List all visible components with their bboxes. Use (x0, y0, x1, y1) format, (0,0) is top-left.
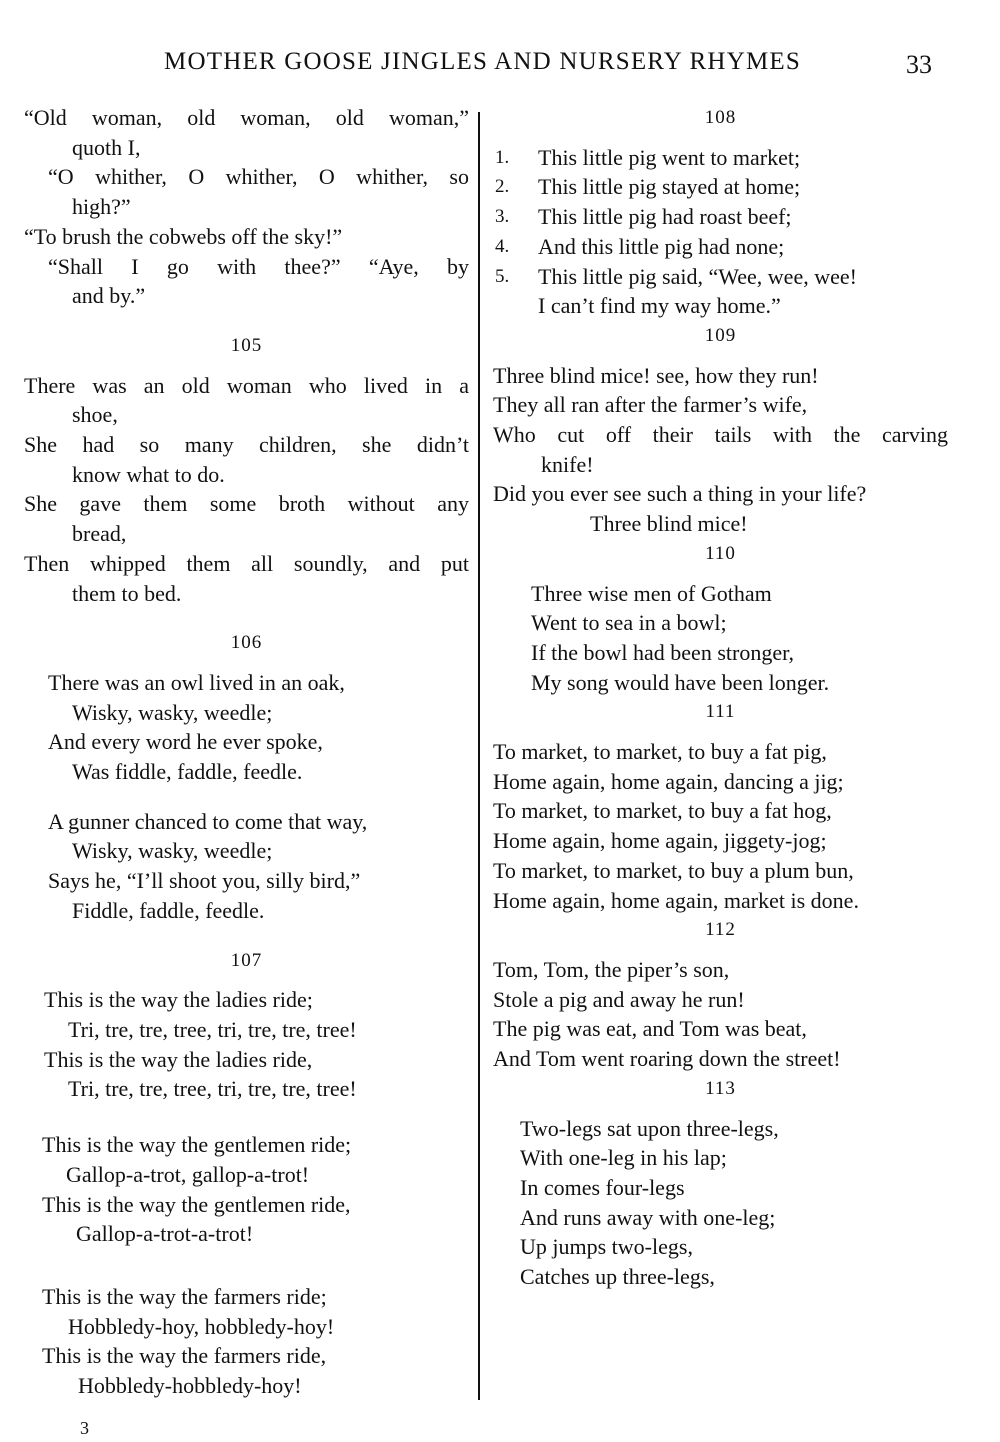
left-column (24, 103, 469, 1401)
verse-line: Wisky, wasky, weedle; (72, 838, 273, 864)
verse-line: shoe, (72, 402, 118, 428)
rhyme-number: 113 (705, 1077, 736, 1099)
verse-line: There was an old woman who lived in a (24, 372, 469, 398)
rhyme-110 (493, 539, 948, 698)
verse-line: She had so many children, she didn’t (24, 432, 469, 458)
verse-line: Tri, tre, tre, tree, tri, tre, tre, tree! (68, 1016, 357, 1042)
verse-line: know what to do. (72, 461, 225, 487)
verse-line: Tri, tre, tre, tree, tri, tre, tre, tree! (68, 1076, 357, 1102)
numbered-line (493, 232, 948, 262)
column-divider (478, 112, 480, 1400)
line-text: This little pig stayed at home; (538, 174, 801, 200)
line-text: This little pig said, “Wee, wee, wee! (538, 263, 857, 289)
verse-line: Then whipped them all soundly, and put (24, 550, 469, 576)
verse-line: Hobbledy-hoy, hobbledy-hoy! (68, 1313, 335, 1339)
rhyme-112 (493, 915, 948, 1074)
rhyme-109 (493, 321, 948, 539)
verse-line: In comes four-legs (520, 1174, 685, 1200)
verse-line: Fiddle, faddle, feedle. (72, 897, 265, 923)
rhyme-number: 112 (705, 919, 736, 941)
verse-line: Stole a pig and away he run! (493, 986, 745, 1012)
verse-line: This is the way the farmers ride, (42, 1343, 327, 1369)
verse-line: This is the way the ladies ride, (44, 1046, 313, 1072)
verse-line: Gallop-a-trot, gallop-a-trot! (66, 1161, 310, 1187)
numbered-line (493, 202, 948, 232)
signature-mark: 3 (80, 1418, 89, 1438)
verse-line: Says he, “I’ll shoot you, silly bird,” (48, 868, 361, 894)
verse-line: The pig was eat, and Tom was beat, (493, 1016, 807, 1042)
verse-line: Three blind mice! see, how they run! (493, 362, 819, 388)
verse-line: Catches up three-legs, (520, 1264, 715, 1290)
verse-line: Who cut off their tails with the carving (493, 422, 948, 448)
rhyme-104-continuation (24, 103, 469, 311)
line-number: 1. (495, 146, 510, 168)
line-number: 2. (495, 176, 510, 198)
line-number: 5. (495, 265, 510, 287)
verse-line: Home again, home again, dancing a jig; (493, 768, 844, 794)
stanza-break (24, 1104, 469, 1130)
line-number: 4. (495, 235, 510, 257)
verse-line: them to bed. (72, 580, 182, 606)
line-text: And this little pig had none; (538, 233, 785, 259)
numbered-line (493, 143, 948, 173)
verse-line: And every word he ever spoke, (48, 729, 323, 755)
rhyme-108 (493, 103, 948, 321)
rhyme-number: 105 (230, 334, 263, 356)
verse-line: Three wise men of Gotham (531, 580, 772, 606)
rhyme-number: 108 (704, 107, 737, 128)
verse-line: They all ran after the farmer’s wife, (493, 392, 808, 418)
verse-line: and by.” (72, 283, 146, 309)
numbered-line (493, 291, 948, 321)
rhyme-number: 107 (230, 949, 263, 971)
verse-line: This is the way the gentlemen ride; (42, 1132, 352, 1158)
stanza-break (24, 1249, 469, 1282)
verse-line: Did you ever see such a thing in your life? (493, 481, 867, 507)
verse-line: To market, to market, to buy a plum bun, (493, 857, 854, 883)
line-text: This little pig went to market; (538, 144, 801, 170)
verse-line: “To brush the cobwebs off the sky!” (24, 223, 343, 249)
verse-line: This is the way the farmers ride; (42, 1283, 327, 1309)
right-column (493, 103, 948, 1292)
numbered-line (493, 262, 948, 292)
verse-line: Home again, home again, jiggety-jog; (493, 828, 827, 854)
verse-line: Was fiddle, faddle, feedle. (72, 759, 303, 785)
verse-line: There was an owl lived in an oak, (48, 669, 345, 695)
verse-line: Went to sea in a bowl; (531, 610, 727, 636)
stanza-break (24, 787, 469, 807)
rhyme-113 (493, 1074, 948, 1292)
verse-line: “O whither, O whither, O whither, so (48, 164, 469, 190)
verse-line: Home again, home again, market is done. (493, 887, 859, 913)
verse-line: A gunner chanced to come that way, (48, 808, 368, 834)
rhyme-number: 109 (704, 324, 737, 346)
rhyme-105 (24, 331, 469, 608)
verse-line: bread, (72, 521, 127, 547)
rhyme-106 (24, 628, 469, 925)
verse-line: To market, to market, to buy a fat hog, (493, 798, 832, 824)
verse-line: Gallop-a-trot-a-trot! (76, 1221, 254, 1247)
rhyme-number: 110 (705, 542, 736, 564)
verse-line: “Old woman, old woman, old woman,” (24, 105, 469, 130)
page-number: 33 (906, 50, 932, 79)
verse-line: To market, to market, to buy a fat pig, (493, 739, 827, 765)
verse-line: This is the way the ladies ride; (44, 987, 313, 1013)
verse-line: high?” (72, 194, 131, 220)
rhyme-111 (493, 697, 948, 915)
line-text: I can’t find my way home.” (538, 293, 781, 319)
verse-line: Wisky, wasky, weedle; (72, 699, 273, 725)
numbered-line (493, 172, 948, 202)
verse-line: And Tom went roaring down the street! (493, 1046, 841, 1072)
verse-line: If the bowl had been stronger, (531, 639, 795, 665)
rhyme-107 (24, 946, 469, 1401)
line-number: 3. (495, 206, 510, 228)
running-title: MOTHER GOOSE JINGLES AND NURSERY RHYMES (164, 48, 801, 75)
verse-line: And runs away with one-leg; (520, 1204, 776, 1230)
verse-line: Tom, Tom, the piper’s son, (493, 956, 730, 982)
verse-line: Hobbledy-hobbledy-hoy! (78, 1373, 302, 1399)
rhyme-number: 111 (705, 701, 736, 723)
verse-line: My song would have been longer. (531, 669, 830, 695)
verse-line: Up jumps two-legs, (520, 1234, 693, 1260)
verse-line: quoth I, (72, 134, 141, 160)
page-header (0, 48, 1000, 82)
verse-line: This is the way the gentlemen ride, (42, 1191, 351, 1217)
line-text: This little pig had roast beef; (538, 204, 792, 230)
rhyme-number: 106 (230, 632, 263, 654)
verse-line: With one-leg in his lap; (520, 1145, 727, 1171)
verse-line: knife! (541, 451, 594, 477)
verse-line: She gave them some broth without any (24, 491, 469, 517)
verse-line: Three blind mice! (590, 511, 748, 537)
verse-line: Two-legs sat upon three-legs, (520, 1115, 779, 1141)
verse-line: “Shall I go with thee?” “Aye, by (48, 253, 469, 279)
